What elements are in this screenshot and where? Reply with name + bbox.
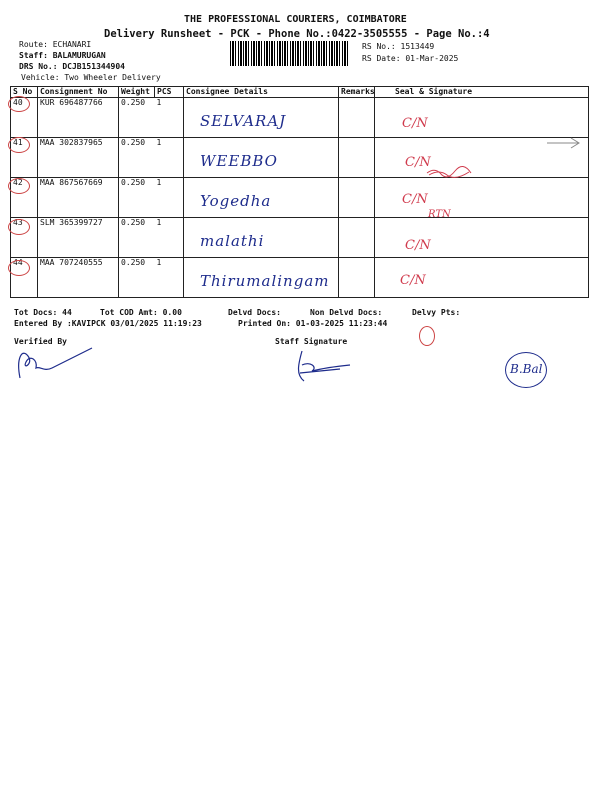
consignment-cell: KUR 696487766: [38, 98, 119, 138]
delvd-docs: Delvd Docs:: [228, 308, 281, 317]
remarks-cell: [339, 178, 375, 218]
sno-circle-mark: [8, 137, 30, 153]
drs-number: DRS No.: DCJB151344904: [19, 62, 125, 71]
staff-signature-label: Staff Signature: [275, 337, 348, 346]
col-sno: S No: [11, 87, 38, 98]
barcode: [230, 41, 348, 66]
table-row: [11, 98, 589, 138]
remarks-cell: [339, 218, 375, 258]
col-seal: Seal & Signature: [375, 87, 589, 98]
consignee-cell: [184, 98, 339, 138]
weight-cell: 0.250: [119, 218, 155, 258]
sno-cell: 44: [11, 258, 38, 298]
company-name: THE PROFESSIONAL COURIERS, COIMBATORE: [184, 14, 407, 25]
sno-cell: 42: [11, 178, 38, 218]
remarks-cell: [339, 138, 375, 178]
non-delvd-docs: Non Delvd Docs:: [310, 308, 383, 317]
rtn-note: RTN: [428, 209, 451, 220]
table-row: [11, 138, 589, 178]
scribble-mark: [425, 165, 475, 179]
table-header-row: [11, 87, 589, 98]
consignee-cell: [184, 138, 339, 178]
col-remarks: Remarks: [339, 87, 375, 98]
verifier-signature: [12, 338, 97, 383]
entered-by: Entered By :KAVIPCK 03/01/2025 11:19:23: [14, 319, 202, 328]
initials-text: B.Bal: [510, 362, 543, 376]
consignment-cell: MAA 302837965: [38, 138, 119, 178]
tot-cod: Tot COD Amt: 0.00: [100, 308, 182, 317]
pcs-cell: 1: [155, 178, 184, 218]
printed-on: Printed On: 01-03-2025 11:23:44: [238, 319, 388, 328]
rs-date: RS Date: 01-Mar-2025: [362, 54, 459, 63]
arrow-mark: [545, 134, 585, 150]
col-pcs: PCS: [155, 87, 184, 98]
seal-mark: C/N: [405, 238, 431, 253]
weight-cell: 0.250: [119, 138, 155, 178]
remarks-cell: [339, 98, 375, 138]
table-row: [11, 178, 589, 218]
pcs-cell: 1: [155, 98, 184, 138]
sno-cell: 41: [11, 138, 38, 178]
consignee-cell: [184, 218, 339, 258]
route-label: Route: ECHANARI: [19, 40, 92, 49]
consignee-handwriting: malathi: [200, 232, 265, 250]
vehicle-label: Vehicle: Two Wheeler Delivery: [21, 73, 161, 82]
consignee-handwriting: Yogedha: [200, 192, 272, 210]
red-stamp-circle: [419, 326, 435, 346]
seal-mark: C/N: [405, 155, 431, 170]
delvy-pts: Delvy Pts:: [412, 308, 461, 317]
table-row: [11, 218, 589, 258]
remarks-cell: [339, 258, 375, 298]
consignment-cell: MAA 707240555: [38, 258, 119, 298]
pcs-cell: 1: [155, 218, 184, 258]
consignee-cell: [184, 258, 339, 298]
consignee-handwriting: SELVARAJ: [200, 112, 287, 130]
table-row: [11, 258, 589, 298]
col-weight: Weight: [119, 87, 155, 98]
sno-circle-mark: [8, 178, 30, 194]
runsheet-title: Delivery Runsheet - PCK - Phone No.:0422-3505555 - Page No.:4: [104, 28, 490, 40]
consignment-cell: MAA 867567669: [38, 178, 119, 218]
sno-cell: 43: [11, 218, 38, 258]
weight-cell: 0.250: [119, 98, 155, 138]
weight-cell: 0.250: [119, 258, 155, 298]
pcs-cell: 1: [155, 138, 184, 178]
runsheet-table: [10, 86, 589, 298]
consignee-handwriting: Thirumalingam: [200, 272, 330, 290]
sno-circle-mark: [8, 219, 30, 235]
consignee-handwriting: WEEBBO: [200, 152, 278, 170]
col-consignment: Consignment No: [38, 87, 119, 98]
seal-mark: C/N: [402, 116, 428, 131]
consignee-cell: [184, 178, 339, 218]
consignment-cell: SLM 365399727: [38, 218, 119, 258]
staff-label: Staff: BALAMURUGAN: [19, 51, 106, 60]
verified-by-label: Verified By: [14, 337, 67, 346]
pcs-cell: 1: [155, 258, 184, 298]
seal-mark: C/N: [402, 192, 428, 207]
weight-cell: 0.250: [119, 178, 155, 218]
staff-signature: [290, 345, 360, 385]
tot-docs: Tot Docs: 44: [14, 308, 72, 317]
sno-circle-mark: [8, 260, 30, 276]
sno-cell: 40: [11, 98, 38, 138]
seal-mark: C/N: [400, 273, 426, 288]
col-consignee: Consignee Details: [184, 87, 339, 98]
sno-circle-mark: [8, 96, 30, 112]
rs-number: RS No.: 1513449: [362, 42, 435, 51]
